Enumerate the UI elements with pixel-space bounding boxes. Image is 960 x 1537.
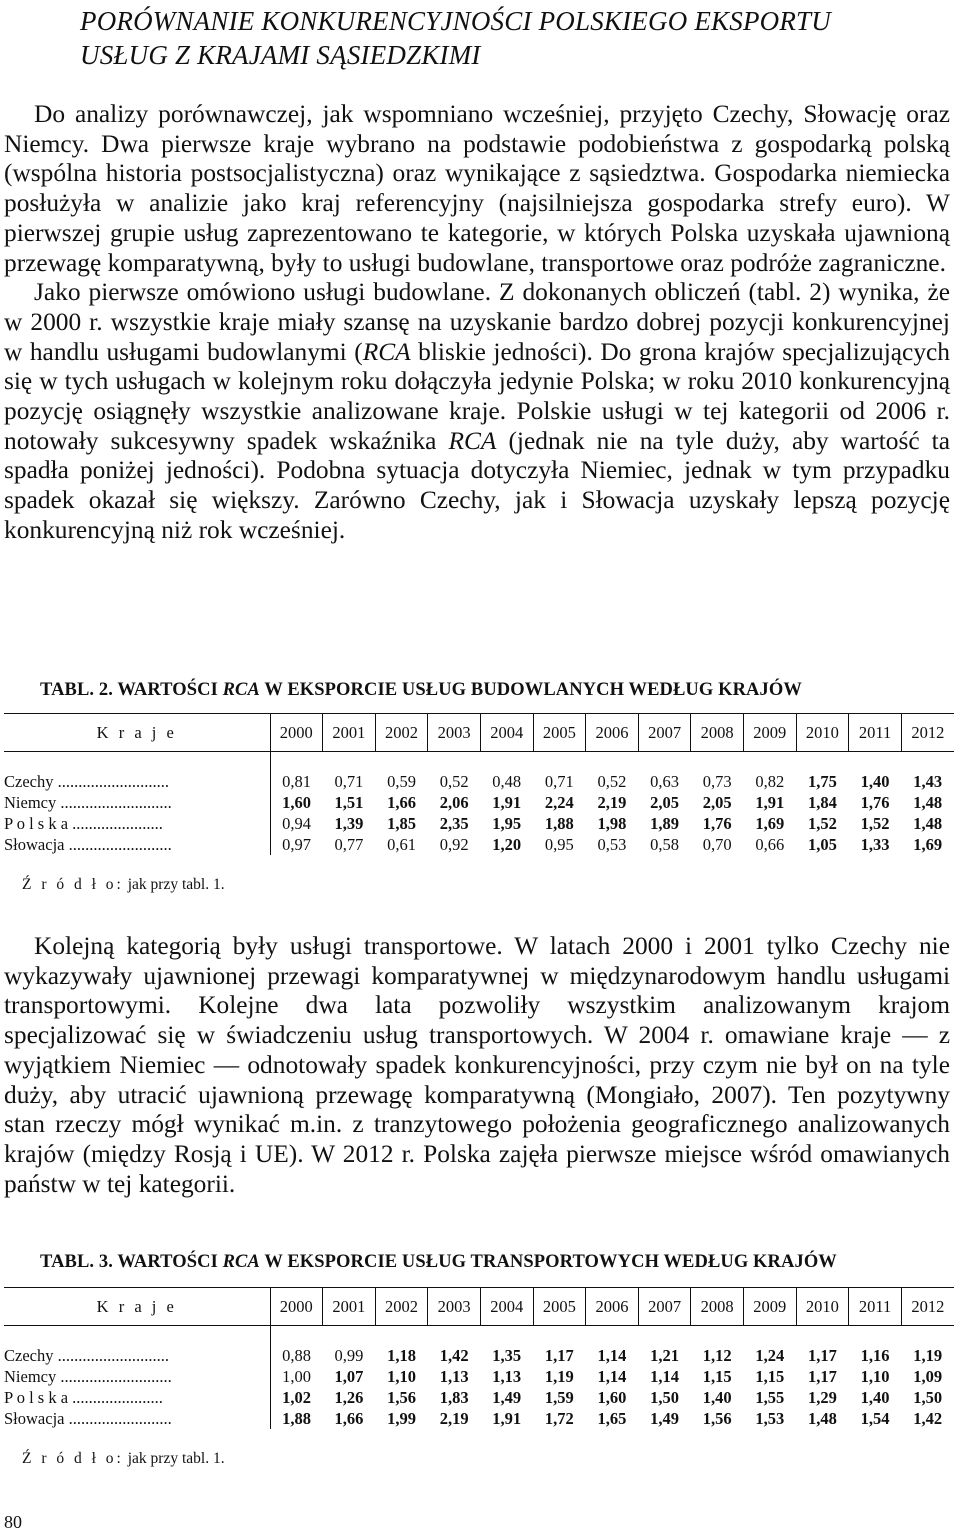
rca-value: 1,50 — [913, 1387, 943, 1407]
header-year: 2009 — [743, 1288, 796, 1326]
header-year: 2004 — [480, 1288, 533, 1326]
rca-value: 1,75 — [807, 771, 837, 791]
rca-value: 1,88 — [282, 1408, 311, 1428]
rca-value: 1,21 — [650, 1345, 679, 1365]
table-row — [4, 771, 954, 792]
rca-value: 1,40 — [860, 771, 890, 791]
header-year: 2001 — [323, 1288, 376, 1326]
rca-value: 1,49 — [492, 1387, 522, 1407]
rca-value: 1,51 — [334, 792, 364, 812]
caption-suffix: W EKSPORCIE USŁUG BUDOWLANYCH WEDŁUG KRAJÓW — [259, 680, 802, 700]
rca-value: 0,88 — [282, 1345, 311, 1365]
rca-value: 1,72 — [544, 1408, 574, 1428]
source-text: jak przy tabl. 1. — [123, 876, 225, 893]
rca-value: 0,92 — [439, 834, 469, 854]
header-line-1: PORÓWNANIE KONKURENCYJNOŚCI POLSKIEGO EKSPORTU — [80, 6, 831, 36]
rca-value: 0,77 — [334, 834, 364, 854]
rca-value: 1,42 — [913, 1408, 943, 1428]
country-name: Niemcy ........................... — [4, 1366, 270, 1387]
source-label: Ź r ó d ł o: — [22, 876, 124, 893]
source-label: Ź r ó d ł o: — [22, 1450, 124, 1467]
rca-value: 2,24 — [544, 792, 574, 812]
rca-value: 0,61 — [387, 834, 416, 854]
rca-value: 1,07 — [334, 1366, 364, 1386]
header-year: 2001 — [323, 714, 376, 752]
rca-value: 1,29 — [807, 1387, 837, 1407]
country-name: Słowacja ......................... — [4, 1408, 270, 1429]
paragraph-2-part-b: bliskie jedności). Do grona krajów specjalizujących się w tych usługach w kolejnym roku dołączyła jedynie Polska; w roku 2010 konkurencyjną pozycję osiągnęły wszystkie analizowane kraje. Polskie usługi w tej kategorii od 2006 r. notowały sukcesywny spadek wskaźnika — [4, 337, 950, 455]
caption-rca: RCA — [222, 1252, 260, 1272]
rca-value: 1,17 — [807, 1345, 837, 1365]
source-text: jak przy tabl. 1. — [123, 1450, 225, 1467]
rca-value: 2,19 — [597, 792, 627, 812]
rca-value: 1,26 — [334, 1387, 364, 1407]
header-year: 2006 — [586, 1288, 639, 1326]
rca-value: 1,91 — [492, 792, 522, 812]
header-year: 2000 — [270, 714, 323, 752]
table-row — [4, 792, 954, 813]
rca-value: 1,66 — [334, 1408, 364, 1428]
rca-value: 1,84 — [807, 792, 837, 812]
rca-value: 1,52 — [807, 813, 837, 833]
rca-value: 0,71 — [334, 771, 364, 791]
rca-value: 0,53 — [597, 834, 627, 854]
rca-value: 1,60 — [597, 1387, 627, 1407]
header-year: 2010 — [796, 714, 849, 752]
rca-value: 0,73 — [702, 771, 732, 791]
table-row — [4, 834, 954, 855]
paragraph-block-2 — [4, 932, 950, 1199]
rca-value: 0,81 — [282, 771, 311, 791]
header-line-2: USŁUG Z KRAJAMI SĄSIEDZKIMI — [80, 40, 481, 70]
rca-value: 1,16 — [860, 1345, 890, 1365]
country-name: Niemcy ........................... — [4, 792, 270, 813]
header-countries: K r a j e — [4, 1288, 270, 1326]
running-header — [80, 4, 900, 72]
rca-value: 1,56 — [387, 1387, 416, 1407]
rca-value: 1,52 — [860, 813, 890, 833]
rca-value: 1,00 — [282, 1366, 311, 1386]
rca-value: 1,69 — [913, 834, 943, 854]
rca-value: 1,54 — [860, 1408, 890, 1428]
table-3-source — [22, 1450, 225, 1468]
table-3 — [4, 1287, 954, 1429]
rca-value: 1,10 — [387, 1366, 416, 1386]
rca-value: 1,89 — [650, 813, 679, 833]
paragraph-3: Kolejną kategorią były usługi transportowe. W latach 2000 i 2001 tylko Czechy nie wykazywały ujawnionej przewagi komparatywnej w międzynarodowym handlu usługami transportowymi. Kolejne dwa lata pozwoliły wszystkim analizowanym krajom specjalizować się w świadczeniu usług transportowych. W 2004 r. omawiane kraje — z wyjątkiem Niemiec — odnotowały spadek konkurencyjności, przy czym nie był on na tyle duży, aby utracić ujawnioną przewagę komparatywną (Mongiało, 2007). Ten pozytywny stan rzeczy mógł wynikać m.in. z tranzytowego położenia geograficznego analizowanych krajów (między Rosją i UE). W 2012 r. Polska zajęła pierwsze miejsce wśród omawianych państw w tej kategorii. — [4, 932, 950, 1198]
header-year: 2005 — [533, 714, 586, 752]
rca-value: 1,15 — [755, 1366, 785, 1386]
rca-value: 1,53 — [755, 1408, 785, 1428]
rca-value: 0,63 — [650, 771, 679, 791]
rca-value: 1,59 — [544, 1387, 574, 1407]
rca-value: 1,85 — [387, 813, 416, 833]
table-header-row — [4, 1288, 954, 1326]
table-3-caption — [40, 1252, 940, 1273]
rca-term: RCA — [362, 337, 411, 366]
rca-value: 2,06 — [439, 792, 469, 812]
table-header-row — [4, 714, 954, 752]
paragraph-2-part-c: (jednak nie na tyle duży, aby wartość ta spadła poniżej jedności). Podobna sytuacja dotyczyła Niemiec, jednak w tym przypadku spadek okazał się większy. Zarówno Czechy, jak i Słowacja uzyskały lepszą pozycję konkurencyjną niż rok wcześniej. — [4, 426, 950, 544]
header-year: 2006 — [586, 714, 639, 752]
table-row — [4, 813, 954, 834]
country-name: Słowacja ......................... — [4, 834, 270, 855]
rca-value: 1,15 — [702, 1366, 732, 1386]
rca-value: 0,82 — [755, 771, 785, 791]
rca-value: 0,58 — [650, 834, 679, 854]
paragraph-block-1 — [4, 100, 950, 546]
rca-value: 1,88 — [544, 813, 574, 833]
rca-value: 0,59 — [387, 771, 416, 791]
rca-value: 0,48 — [492, 771, 522, 791]
rca-value: 1,65 — [597, 1408, 627, 1428]
rca-value: 1,39 — [334, 813, 364, 833]
rca-value: 2,05 — [702, 792, 732, 812]
rca-value: 1,98 — [597, 813, 627, 833]
table-row — [4, 1345, 954, 1366]
rca-value: 1,48 — [807, 1408, 837, 1428]
rca-value: 0,97 — [282, 834, 311, 854]
rca-value: 1,35 — [492, 1345, 522, 1365]
rca-value: 1,19 — [544, 1366, 574, 1386]
table-row — [4, 1408, 954, 1429]
rca-value: 1,83 — [439, 1387, 469, 1407]
rca-value: 1,14 — [650, 1366, 679, 1386]
rca-value: 1,14 — [597, 1366, 627, 1386]
table-row — [4, 1387, 954, 1408]
rca-value: 1,99 — [387, 1408, 416, 1428]
rca-value: 0,66 — [755, 834, 785, 854]
header-year: 2008 — [691, 714, 744, 752]
rca-value: 2,19 — [439, 1408, 469, 1428]
header-year: 2007 — [638, 1288, 691, 1326]
rca-value: 0,52 — [597, 771, 627, 791]
rca-value: 1,91 — [492, 1408, 522, 1428]
header-year: 2000 — [270, 1288, 323, 1326]
country-name: Czechy ........................... — [4, 1345, 270, 1366]
header-year: 2012 — [901, 1288, 954, 1326]
header-year: 2012 — [901, 714, 954, 752]
table-2 — [4, 713, 954, 855]
rca-value: 1,40 — [860, 1387, 890, 1407]
header-year: 2005 — [533, 1288, 586, 1326]
header-year: 2008 — [691, 1288, 744, 1326]
header-year: 2011 — [849, 714, 902, 752]
rca-value: 1,09 — [913, 1366, 943, 1386]
header-year: 2007 — [638, 714, 691, 752]
country-name: P o l s k a ...................... — [4, 1387, 270, 1408]
rca-term: RCA — [448, 426, 497, 455]
caption-rca: RCA — [222, 680, 260, 700]
rca-value: 1,66 — [387, 792, 416, 812]
rca-value: 1,18 — [387, 1345, 416, 1365]
country-name: Czechy ........................... — [4, 771, 270, 792]
rca-value: 1,69 — [755, 813, 785, 833]
rca-value: 0,70 — [702, 834, 732, 854]
rca-value: 2,05 — [650, 792, 679, 812]
caption-prefix: TABL. 3. WARTOŚCI — [40, 1252, 223, 1272]
rca-value: 2,35 — [439, 813, 469, 833]
header-year: 2004 — [480, 714, 533, 752]
rca-value: 0,94 — [282, 813, 311, 833]
paragraph-2-part-a: Jako pierwsze omówiono usługi budowlane. Z dokonanych obliczeń (tabl. 2) wynika, że w 2000 r. wszystkie kraje miały szansę na uzyskanie bardzo dobrej pozycji konkurencyjnej w handlu usługami budowlanymi ( — [4, 278, 950, 366]
paragraph-1: Do analizy porównawczej, jak wspomniano wcześniej, przyjęto Czechy, Słowację oraz Niemcy. Dwa pierwsze kraje wybrano na podstawie podobieństwa z gospodarką polską (wspólna historia postsocjalistyczna) oraz wynikające z sąsiedztwa. Gospodarka niemiecka posłużyła w analizie jako kraj referencyjny (najsilniejsza gospodarka strefy euro). W pierwszej grupie usług zaprezentowano te kategorie, w których Polska uzyskała ujawnioną przewagę komparatywną, były to usługi budowlane, transportowe oraz podróże zagraniczne. — [4, 100, 950, 277]
header-year: 2010 — [796, 1288, 849, 1326]
header-year: 2011 — [849, 1288, 902, 1326]
rca-value: 1,24 — [755, 1345, 785, 1365]
rca-value: 1,43 — [913, 771, 943, 791]
rca-value: 1,17 — [807, 1366, 837, 1386]
rca-value: 1,33 — [860, 834, 890, 854]
rca-value: 1,48 — [913, 813, 943, 833]
table-2-source — [22, 876, 225, 894]
rca-value: 1,56 — [702, 1408, 732, 1428]
rca-value: 1,13 — [439, 1366, 469, 1386]
header-year: 2009 — [743, 714, 796, 752]
rca-value: 1,50 — [650, 1387, 679, 1407]
rca-value: 0,95 — [544, 834, 574, 854]
header-year: 2003 — [428, 1288, 481, 1326]
header-year: 2003 — [428, 714, 481, 752]
caption-prefix: TABL. 2. WARTOŚCI — [40, 680, 223, 700]
rca-value: 1,60 — [282, 792, 311, 812]
rca-value: 1,14 — [597, 1345, 627, 1365]
rca-value: 0,71 — [544, 771, 574, 791]
rca-value: 1,76 — [860, 792, 890, 812]
caption-suffix: W EKSPORCIE USŁUG TRANSPORTOWYCH WEDŁUG KRAJÓW — [259, 1252, 837, 1272]
page-number: 80 — [4, 1512, 22, 1532]
header-countries: K r a j e — [4, 714, 270, 752]
rca-value: 1,02 — [282, 1387, 311, 1407]
rca-value: 1,12 — [702, 1345, 732, 1365]
country-name: P o l s k a ...................... — [4, 813, 270, 834]
rca-value: 0,99 — [334, 1345, 364, 1365]
rca-value: 1,13 — [492, 1366, 522, 1386]
rca-value: 1,05 — [807, 834, 837, 854]
rca-value: 1,42 — [439, 1345, 469, 1365]
table-2-caption — [40, 680, 940, 701]
rca-value: 1,17 — [544, 1345, 574, 1365]
header-year: 2002 — [375, 1288, 428, 1326]
rca-value: 1,19 — [913, 1345, 943, 1365]
rca-value: 1,10 — [860, 1366, 890, 1386]
rca-value: 1,49 — [650, 1408, 679, 1428]
rca-value: 1,76 — [702, 813, 732, 833]
rca-value: 0,52 — [439, 771, 469, 791]
rca-value: 1,55 — [755, 1387, 785, 1407]
header-year: 2002 — [375, 714, 428, 752]
rca-value: 1,20 — [492, 834, 522, 854]
rca-value: 1,48 — [913, 792, 943, 812]
rca-value: 1,40 — [702, 1387, 732, 1407]
table-row — [4, 1366, 954, 1387]
paragraph-2 — [4, 278, 950, 545]
rca-value: 1,91 — [755, 792, 785, 812]
rca-value: 1,95 — [492, 813, 522, 833]
